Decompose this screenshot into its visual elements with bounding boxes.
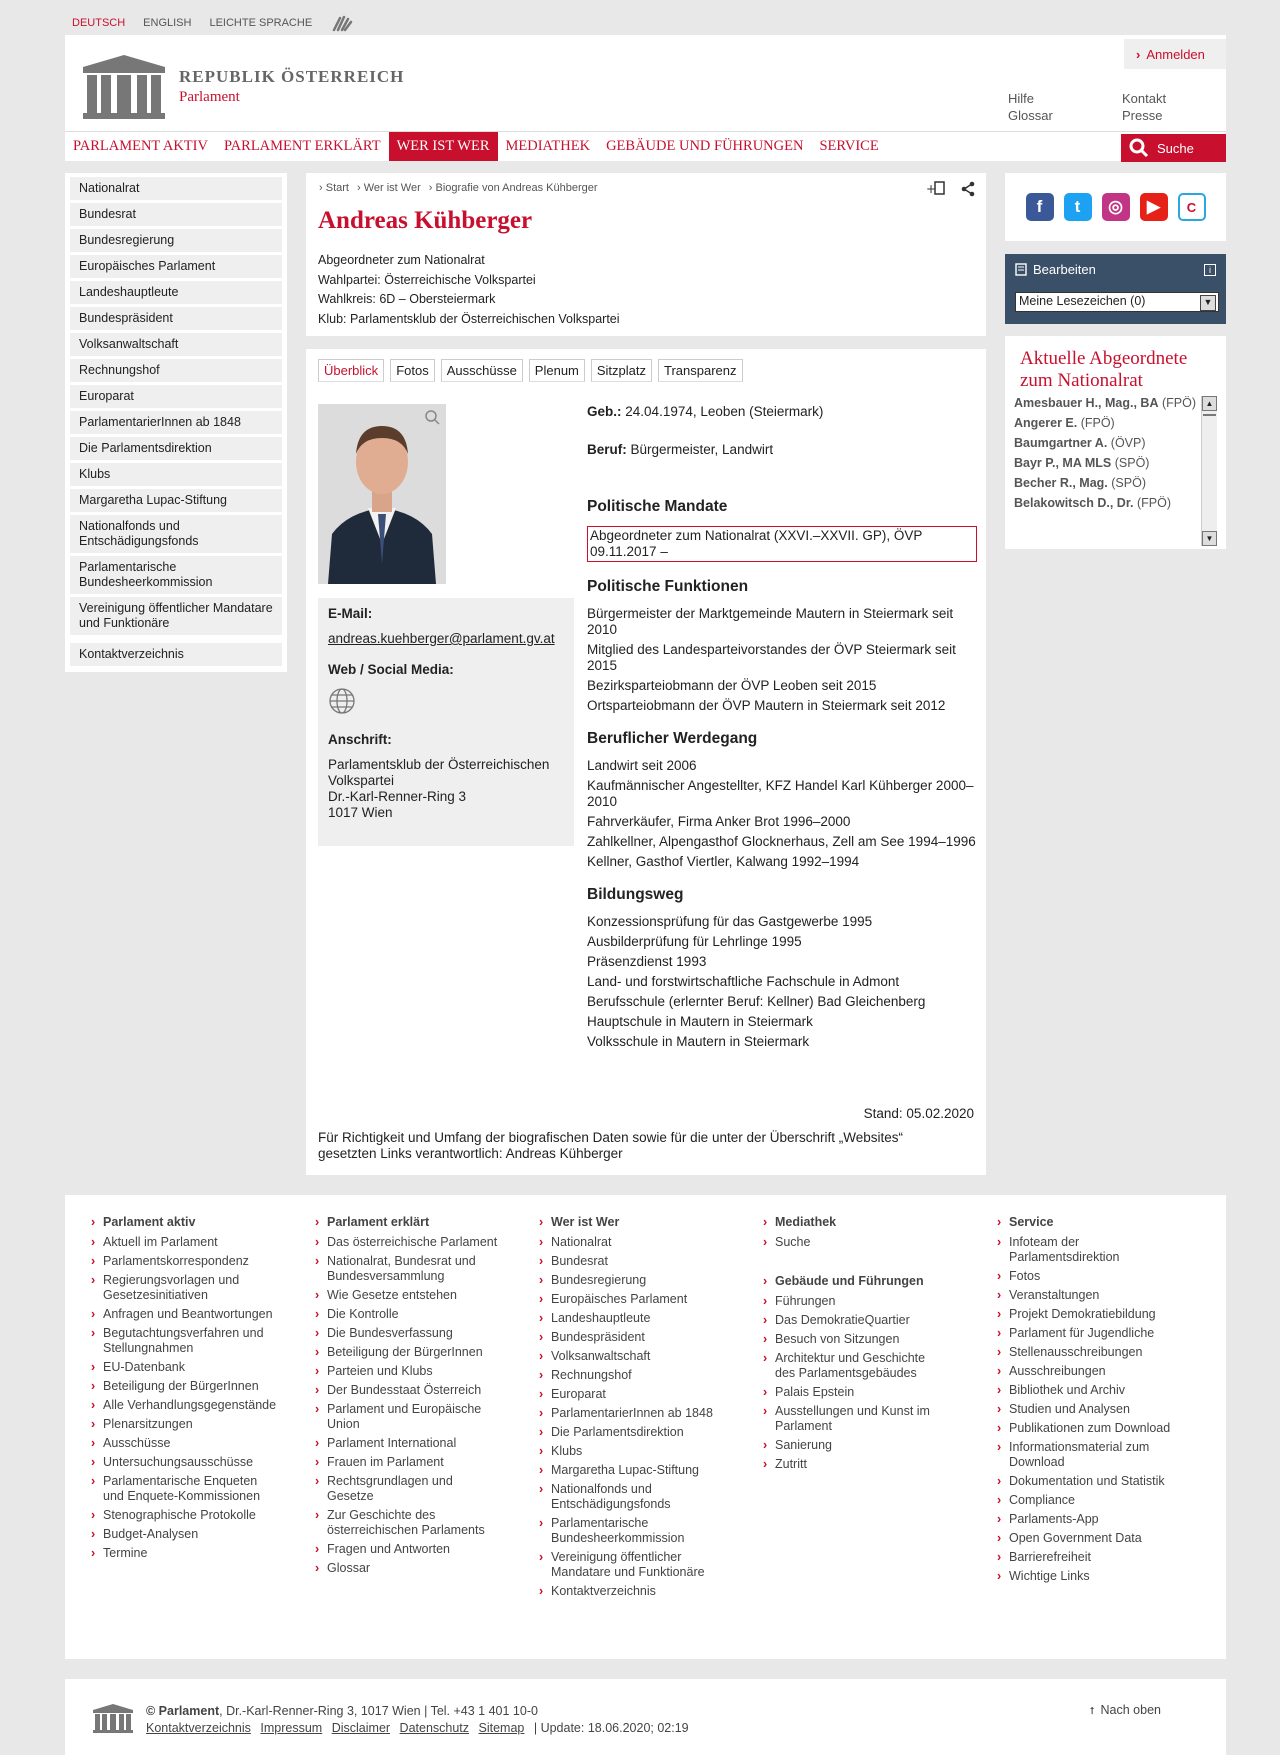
career-item: Fahrverkäufer, Firma Anker Brot 1996–2000 xyxy=(587,814,851,829)
mandate-text: Abgeordneter zum Nationalrat (XXVI.–XXVII. GP), ÖVP xyxy=(590,528,923,543)
nav-wer-ist-wer[interactable]: WER IST WER xyxy=(389,132,498,161)
sidebar-item-parlamentarierinnen[interactable]: ParlamentarierInnen ab 1848 xyxy=(70,411,282,434)
mp-name: Amesbauer H., Mag., BA xyxy=(1014,396,1159,410)
parliament-building-icon xyxy=(79,53,169,119)
share-icon[interactable] xyxy=(960,181,976,197)
bookmarks-edit[interactable]: Bearbeiten xyxy=(1033,262,1096,277)
nav-gebaeude[interactable]: GEBÄUDE UND FÜHRUNGEN xyxy=(606,138,804,154)
education-item: Hauptschule in Mautern in Steiermark xyxy=(587,1014,813,1029)
function-item: Bürgermeister der Marktgemeinde Mautern in Steiermark seit 2010 xyxy=(587,606,954,637)
footer-heading[interactable]: › Service xyxy=(997,1215,1187,1229)
footer-link[interactable]: › Bundesregierung xyxy=(539,1273,724,1288)
list-item[interactable] xyxy=(1014,456,1209,471)
search-label: Suche xyxy=(1157,140,1194,156)
youtube-icon[interactable]: ▶ xyxy=(1140,193,1168,221)
chevron-right-icon: › xyxy=(1136,46,1141,62)
career-item: Zahlkellner, Alpengasthof Glocknerhaus, Zell am See 1994–1996 xyxy=(587,834,976,849)
breadcrumb-current: › Biografie von Andreas Kühberger xyxy=(429,182,598,194)
function-item: Ortsparteiobmann der ÖVP Mautern in Steiermark seit 2012 xyxy=(587,698,946,713)
scroll-down-icon[interactable]: ▼ xyxy=(1202,531,1217,546)
current-mps-panel xyxy=(1005,336,1226,549)
footer-link[interactable]: › Zutritt xyxy=(763,1457,948,1472)
sidebar-item-kontaktverzeichnis[interactable]: Kontaktverzeichnis xyxy=(70,643,282,666)
logo-subtitle: Parlament xyxy=(179,88,240,105)
sign-language-icon[interactable] xyxy=(330,14,354,32)
footer-link[interactable]: › Parteien und Klubs xyxy=(315,1364,500,1379)
bio-details xyxy=(587,404,977,1054)
career-item: Kaufmännischer Angestellter, KFZ Handel Karl Kühberger 2000–2010 xyxy=(587,778,974,809)
copyright-address: , Dr.-Karl-Renner-Ring 3, 1017 Wien | Tel. +43 1 401 10-0 xyxy=(219,1704,538,1718)
footer-link[interactable]: › Das DemokratieQuartier xyxy=(763,1313,948,1328)
mps-heading: Aktuelle Abgeordnete zum Nationalrat xyxy=(1020,348,1188,391)
bottom-bar xyxy=(65,1679,1226,1755)
footer-link[interactable]: › Sanierung xyxy=(763,1438,948,1453)
mp-party: (ÖVP) xyxy=(1110,436,1146,450)
sidebar-item-vereinigung[interactable]: Vereinigung öffentlicher Mandatare und Funktionäre xyxy=(70,597,282,635)
footer-link[interactable]: › Parlament und Europäische Union xyxy=(315,1402,500,1432)
footer-link[interactable]: › Führungen xyxy=(763,1294,948,1309)
lang-english[interactable]: ENGLISH xyxy=(143,17,192,29)
list-item[interactable] xyxy=(1014,396,1209,411)
lang-leichte-sprache[interactable]: LEICHTE SPRACHE xyxy=(209,17,313,29)
sidebar-item-bundesheerkommission[interactable]: Parlamentarische Bundesheerkommission xyxy=(70,556,282,594)
mps-scrollbar[interactable] xyxy=(1201,396,1217,546)
footer-link[interactable]: › Stenographische Protokolle xyxy=(91,1508,281,1523)
education-item: Volksschule in Mautern in Steiermark xyxy=(587,1034,810,1049)
mp-party: (FPÖ) xyxy=(1080,416,1115,430)
footer-link[interactable]: › Die Bundesverfassung xyxy=(315,1326,500,1341)
footer-link[interactable]: › Nationalrat, Bundesrat und Bundesversammlung xyxy=(315,1254,500,1284)
list-item[interactable] xyxy=(1014,416,1209,431)
footer-heading[interactable]: › Parlament aktiv xyxy=(91,1215,281,1229)
education-heading: Bildungsweg xyxy=(587,886,684,903)
meta-links xyxy=(1008,91,1202,123)
nav-service[interactable]: SERVICE xyxy=(819,138,879,154)
sidebar-item-europarat[interactable]: Europarat xyxy=(70,385,282,408)
footer-link[interactable]: › Parlamentarische Bundesheerkommission xyxy=(539,1516,724,1546)
footer-link[interactable]: › Parlamentskorrespondenz xyxy=(91,1254,281,1269)
language-bar xyxy=(72,14,354,32)
career-item: Landwirt seit 2006 xyxy=(587,758,697,773)
career-heading: Beruflicher Werdegang xyxy=(587,730,758,747)
footer-link[interactable]: › Parlaments-App xyxy=(997,1512,1187,1527)
footer-link[interactable]: › Frauen im Parlament xyxy=(315,1455,500,1470)
footer-link[interactable]: › Parlamentarische Enqueten und Enquete-Kommissionen xyxy=(91,1474,281,1504)
footer-link[interactable]: › Studien und Analysen xyxy=(997,1402,1187,1417)
footer-link[interactable]: › Europarat xyxy=(539,1387,724,1402)
bookmarks-select[interactable]: Meine Lesezeichen (0) ▼ xyxy=(1015,292,1219,312)
sidebar-item-bundespraesident[interactable]: Bundespräsident xyxy=(70,307,282,330)
footer-link[interactable]: › Bundesrat xyxy=(539,1254,724,1269)
footer-col-wer-ist-wer xyxy=(539,1215,724,1603)
footer-link[interactable]: › Termine xyxy=(91,1546,281,1561)
bookmarks-panel xyxy=(1005,254,1226,324)
education-item: Land- und forstwirtschaftliche Fachschule in Admont xyxy=(587,974,900,989)
footer-link[interactable]: › Die Kontrolle xyxy=(315,1307,500,1322)
footer-heading[interactable]: › Parlament erklärt xyxy=(315,1215,500,1229)
footer-link[interactable]: › Kontaktverzeichnis xyxy=(539,1584,724,1599)
sidebar-item-landeshauptleute[interactable]: Landeshauptleute xyxy=(70,281,282,304)
contact-box xyxy=(318,598,574,846)
footer-link[interactable]: › Veranstaltungen xyxy=(997,1288,1187,1303)
portrait-image xyxy=(318,404,446,584)
sidebar-item-eu-parlament[interactable]: Europäisches Parlament xyxy=(70,255,282,278)
back-to-top-link[interactable] xyxy=(1090,1703,1161,1717)
nav-mediathek[interactable]: MEDIATHEK xyxy=(505,138,591,154)
footer-link-impressum[interactable]: Impressum xyxy=(260,1721,323,1735)
footer-link[interactable]: › Stellenausschreibungen xyxy=(997,1345,1187,1360)
mp-party: (SPÖ) xyxy=(1114,456,1150,470)
footer-link[interactable]: › Ausschreibungen xyxy=(997,1364,1187,1379)
responsibility-note: Für Richtigkeit und Umfang der biografischen Daten sowie für die unter der Überschrift „Websites“ gesetzten Links verantwortlich: Andreas Kühberger xyxy=(318,1130,904,1161)
footer-link[interactable]: › Architektur und Geschichte des Parlamentsgebäudes xyxy=(763,1351,948,1381)
tab-fotos[interactable]: Fotos xyxy=(390,359,435,382)
sidebar-item-nationalfonds[interactable]: Nationalfonds und Entschädigungsfonds xyxy=(70,515,282,553)
nav-parlament-aktiv[interactable]: PARLAMENT AKTIV xyxy=(73,138,208,154)
copyright xyxy=(146,1703,689,1737)
mandate-entry xyxy=(587,526,977,562)
footer-link[interactable]: › Zur Geschichte des österreichischen Parlaments xyxy=(315,1508,500,1538)
footer-link[interactable]: › ParlamentarierInnen ab 1848 xyxy=(539,1406,724,1421)
education-item: Konzessionsprüfung für das Gastgewerbe 1995 xyxy=(587,914,873,929)
footer-link[interactable]: › Parlament International xyxy=(315,1436,500,1451)
sidebar-item-klubs[interactable]: Klubs xyxy=(70,463,282,486)
footer-link[interactable]: › Plenarsitzungen xyxy=(91,1417,281,1432)
breadcrumb-start[interactable]: › Start xyxy=(319,182,349,194)
footer-link[interactable]: › Fragen und Antworten xyxy=(315,1542,500,1557)
nav-parlament-erklaert[interactable]: PARLAMENT ERKLÄRT xyxy=(223,138,381,154)
footer-link[interactable]: › EU-Datenbank xyxy=(91,1360,281,1375)
instagram-icon[interactable]: ◎ xyxy=(1102,193,1130,221)
footer-link[interactable]: › Volksanwaltschaft xyxy=(539,1349,724,1364)
footer-link[interactable]: › Ausstellungen und Kunst im Parlament xyxy=(763,1404,948,1434)
footer-link[interactable]: › Rechtsgrundlagen und Gesetze xyxy=(315,1474,500,1504)
last-updated: Stand: 05.02.2020 xyxy=(863,1106,974,1121)
footer-link[interactable]: › Nationalfonds und Entschädigungsfonds xyxy=(539,1482,724,1512)
list-item[interactable] xyxy=(1014,496,1209,511)
footer-link[interactable]: › Klubs xyxy=(539,1444,724,1459)
footer-link[interactable]: › Informationsmaterial zum Download xyxy=(997,1440,1187,1470)
mp-name: Bayr P., MA MLS xyxy=(1014,456,1112,470)
glossary-link[interactable]: Glossar xyxy=(1008,108,1053,123)
footer-link[interactable]: › Budget-Analysen xyxy=(91,1527,281,1542)
footer-link-kontaktverzeichnis[interactable]: Kontaktverzeichnis xyxy=(146,1721,251,1735)
tab-sitzplatz[interactable]: Sitzplatz xyxy=(591,359,652,382)
footer-link[interactable]: › Der Bundesstaat Österreich xyxy=(315,1383,500,1398)
mp-party: (SPÖ) xyxy=(1111,476,1146,490)
svg-text:+: + xyxy=(926,182,937,196)
footer-link[interactable]: › Das österreichische Parlament xyxy=(315,1235,500,1250)
press-link[interactable]: Presse xyxy=(1122,108,1163,123)
footer-link[interactable]: › Vereinigung öffentlicher Mandatare und Funktionäre xyxy=(539,1550,724,1580)
mp-name: Becher R., Mag. xyxy=(1014,476,1108,490)
sidebar-item-parlamentsdirektion[interactable]: Die Parlamentsdirektion xyxy=(70,437,282,460)
footer-heading[interactable]: › Mediathek xyxy=(763,1215,948,1229)
education-item: Berufsschule (erlernter Beruf: Kellner) Bad Gleichenberg xyxy=(587,994,926,1009)
bio-fact-party: Wahlpartei: Österreichische Volkspartei xyxy=(318,272,536,287)
login-button[interactable] xyxy=(1124,39,1226,69)
footer-link[interactable]: › Bundespräsident xyxy=(539,1330,724,1345)
main-navigation xyxy=(65,131,1226,161)
footer-heading[interactable]: › Wer ist Wer xyxy=(539,1215,724,1229)
login-label: Anmelden xyxy=(1146,46,1205,62)
web-label: Web / Social Media: xyxy=(328,662,454,677)
footer-link[interactable]: › Dokumentation und Statistik xyxy=(997,1474,1187,1489)
tab-plenum[interactable]: Plenum xyxy=(529,359,585,382)
sidebar-item-rechnungshof[interactable]: Rechnungshof xyxy=(70,359,282,382)
social-media-links xyxy=(1005,173,1226,241)
bio-header xyxy=(306,173,986,336)
footer-link[interactable]: › Europäisches Parlament xyxy=(539,1292,724,1307)
mp-name: Belakowitsch D., Dr. xyxy=(1014,496,1134,510)
education-item: Präsenzdienst 1993 xyxy=(587,954,707,969)
sidebar-item-bundesrat[interactable]: Bundesrat xyxy=(70,203,282,226)
bookmark-icon xyxy=(1015,263,1027,276)
footer-link[interactable]: › Open Government Data xyxy=(997,1531,1187,1546)
function-item: Bezirksparteiobmann der ÖVP Leoben seit 2015 xyxy=(587,678,877,693)
twitter-icon[interactable]: t xyxy=(1064,193,1092,221)
scroll-up-icon[interactable]: ▲ xyxy=(1202,396,1217,411)
address-line: 1017 Wien xyxy=(328,805,393,820)
footer-link[interactable]: › Aktuell im Parlament xyxy=(91,1235,281,1250)
footer-link[interactable]: › Nationalrat xyxy=(539,1235,724,1250)
footer-link[interactable]: › Infoteam der Parlamentsdirektion xyxy=(997,1235,1187,1265)
search-button[interactable] xyxy=(1121,134,1226,162)
site-header xyxy=(65,35,1226,131)
footer-link-disclaimer[interactable]: Disclaimer xyxy=(331,1721,391,1735)
breadcrumb-wer-ist-wer[interactable]: › Wer ist Wer xyxy=(357,182,421,194)
footer-link[interactable]: › Anfragen und Beantwortungen xyxy=(91,1307,281,1322)
footer-sitemap xyxy=(65,1195,1226,1659)
footer-link[interactable]: › Wie Gesetze entstehen xyxy=(315,1288,500,1303)
bio-facts xyxy=(318,251,620,329)
parliament-building-icon xyxy=(91,1703,135,1733)
born-label: Geb.: xyxy=(587,404,622,419)
header-actions xyxy=(926,181,976,197)
career-item: Kellner, Gasthof Viertler, Kalwang 1992–1994 xyxy=(587,854,860,869)
address xyxy=(328,757,564,821)
list-item[interactable] xyxy=(1014,476,1209,491)
copyright-name: © Parlament xyxy=(146,1704,220,1718)
bio-fact-role: Abgeordneter zum Nationalrat xyxy=(318,253,485,267)
address-line: Parlamentsklub der Österreichischen Volkspartei xyxy=(328,757,550,788)
globe-icon[interactable] xyxy=(328,687,356,715)
footer-link[interactable]: › Rechnungshof xyxy=(539,1368,724,1383)
footer-col-parlament-erklaert xyxy=(315,1215,500,1580)
footer-heading[interactable]: › Gebäude und Führungen xyxy=(763,1274,948,1288)
parliament-logo[interactable] xyxy=(79,53,404,119)
function-item: Mitglied des Landesparteivorstandes der ÖVP Steiermark seit 2015 xyxy=(587,642,956,673)
facebook-icon[interactable]: f xyxy=(1026,193,1054,221)
footer-link[interactable]: › Ausschüsse xyxy=(91,1436,281,1451)
mp-party: (FPÖ) xyxy=(1161,396,1196,410)
address-line: Dr.-Karl-Renner-Ring 3 xyxy=(328,789,467,804)
mps-list xyxy=(1014,396,1209,542)
footer-link[interactable]: › Projekt Demokratiebildung xyxy=(997,1307,1187,1322)
footer-link[interactable]: › Besuch von Sitzungen xyxy=(763,1332,948,1347)
sidebar xyxy=(65,173,287,672)
add-bookmark-icon[interactable] xyxy=(926,181,946,197)
email-label: E-Mail: xyxy=(328,606,373,621)
footer-link-datenschutz[interactable]: Datenschutz xyxy=(399,1721,470,1735)
footer-link[interactable]: › Suche xyxy=(763,1235,948,1250)
breadcrumb xyxy=(319,182,598,194)
lang-deutsch[interactable]: DEUTSCH xyxy=(72,17,126,29)
footer-link[interactable]: › Beteiligung der BürgerInnen xyxy=(315,1345,500,1360)
job-label: Beruf: xyxy=(587,442,627,457)
born-value: 24.04.1974, Leoben (Steiermark) xyxy=(625,404,824,419)
footer-link[interactable]: › Bibliothek und Archiv xyxy=(997,1383,1187,1398)
list-item[interactable] xyxy=(1014,436,1209,451)
bio-content xyxy=(306,349,986,1175)
footer-link[interactable]: › Alle Verhandlungsgegenstände xyxy=(91,1398,281,1413)
footer-link[interactable]: › Untersuchungsausschüsse xyxy=(91,1455,281,1470)
footer-col-parlament-aktiv xyxy=(91,1215,281,1565)
mp-name: Angerer E. xyxy=(1014,416,1078,430)
footer-link[interactable]: › Parlament für Jugendliche xyxy=(997,1326,1187,1341)
sidebar-item-volksanwaltschaft[interactable]: Volksanwaltschaft xyxy=(70,333,282,356)
sidebar-item-nationalrat[interactable]: Nationalrat xyxy=(70,177,282,200)
arrow-up-icon: ⭡ xyxy=(1089,1706,1095,1717)
tab-transparenz[interactable]: Transparenz xyxy=(658,359,743,382)
logo-title: REPUBLIK ÖSTERREICH xyxy=(179,66,405,86)
footer-link[interactable]: › Fotos xyxy=(997,1269,1187,1284)
scroll-thumb[interactable] xyxy=(1203,414,1216,422)
footer-link[interactable]: › Wichtige Links xyxy=(997,1569,1187,1584)
bio-fact-club: Klub: Parlamentsklub der Österreichischen Volkspartei xyxy=(318,311,620,326)
contact-link[interactable]: Kontakt xyxy=(1122,91,1167,106)
footer-link[interactable]: › Palais Epstein xyxy=(763,1385,948,1400)
footer-link[interactable]: › Landeshauptleute xyxy=(539,1311,724,1326)
footer-link-sitemap[interactable]: Sitemap xyxy=(478,1721,525,1735)
tab-ueberblick[interactable]: Überblick xyxy=(318,359,384,382)
mp-name: Baumgartner A. xyxy=(1014,436,1108,450)
mandates-heading: Politische Mandate xyxy=(587,498,728,515)
footer-link[interactable]: › Publikationen zum Download xyxy=(997,1421,1187,1436)
help-link[interactable]: Hilfe xyxy=(1008,91,1035,106)
footer-link[interactable]: › Die Parlamentsdirektion xyxy=(539,1425,724,1440)
update-timestamp: | Update: 18.06.2020; 02:19 xyxy=(533,1721,689,1735)
education-item: Ausbilderprüfung für Lehrlinge 1995 xyxy=(587,934,802,949)
footer-link[interactable]: › Regierungsvorlagen und Gesetzesinitiativen xyxy=(91,1273,281,1303)
functions-heading: Politische Funktionen xyxy=(587,578,749,595)
tab-ausschuesse[interactable]: Ausschüsse xyxy=(441,359,523,382)
sidebar-item-bundesregierung[interactable]: Bundesregierung xyxy=(70,229,282,252)
footer-link[interactable]: › Begutachtungsverfahren und Stellungnahmen xyxy=(91,1326,281,1356)
footer-link[interactable]: › Compliance xyxy=(997,1493,1187,1508)
page-title: Andreas Kühberger xyxy=(318,207,533,234)
mandate-dates: 09.11.2017 – xyxy=(590,544,668,559)
sidebar-item-lupac[interactable]: Margaretha Lupac-Stiftung xyxy=(70,489,282,512)
demokratiewebstatt-icon[interactable]: C xyxy=(1178,193,1206,221)
tab-bar xyxy=(318,359,743,382)
email-link[interactable]: andreas.kuehberger@parlament.gv.at xyxy=(328,631,555,646)
address-label: Anschrift: xyxy=(328,732,392,747)
job-value: Bürgermeister, Landwirt xyxy=(630,442,774,457)
footer-link[interactable]: › Margaretha Lupac-Stiftung xyxy=(539,1463,724,1478)
footer-link[interactable]: › Barrierefreiheit xyxy=(997,1550,1187,1565)
bio-fact-constituency: Wahlkreis: 6D – Obersteiermark xyxy=(318,292,496,306)
back-to-top-label: Nach oben xyxy=(1100,1703,1161,1717)
mp-party: (FPÖ) xyxy=(1136,496,1171,510)
search-icon xyxy=(1129,138,1149,158)
footer-col-service xyxy=(997,1215,1187,1588)
info-icon[interactable]: i xyxy=(1204,264,1216,276)
footer-link[interactable]: › Glossar xyxy=(315,1561,500,1576)
footer-link[interactable]: › Beteiligung der BürgerInnen xyxy=(91,1379,281,1394)
portrait-photo[interactable] xyxy=(318,404,446,584)
footer-col-mediathek xyxy=(763,1215,948,1476)
